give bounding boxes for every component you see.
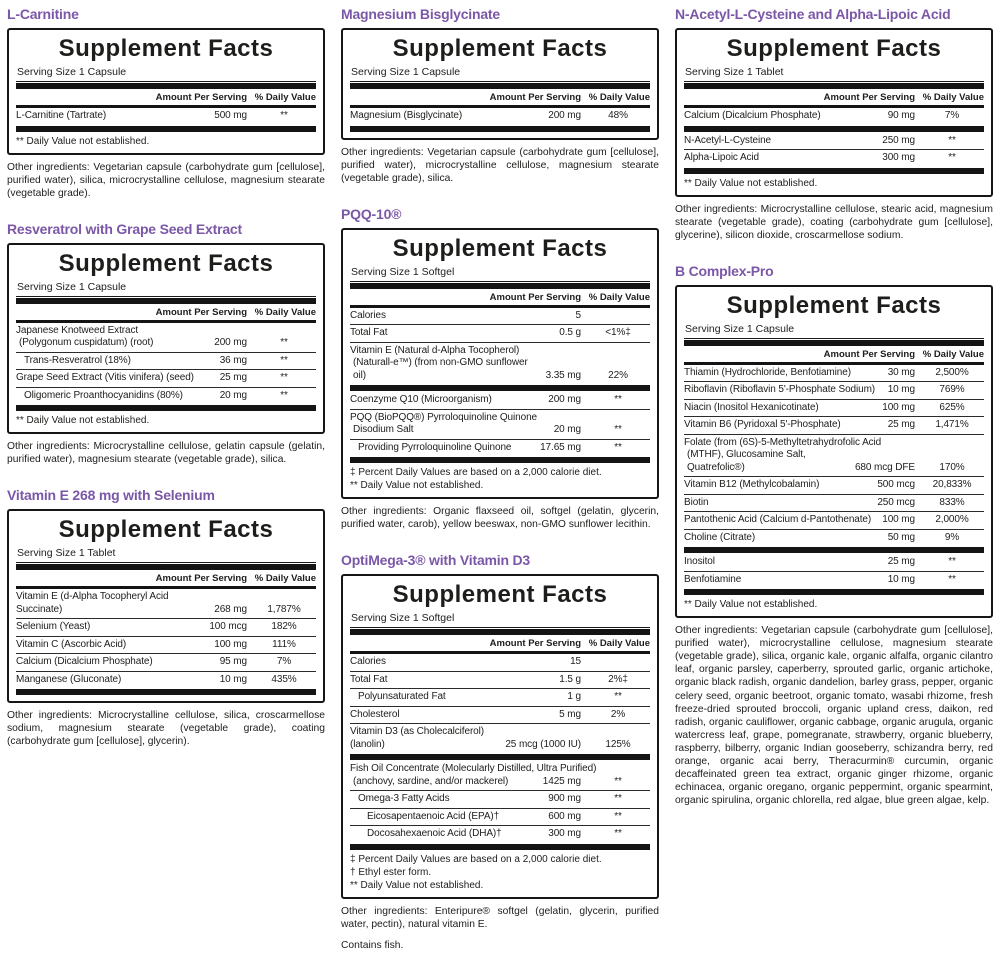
divider-thick bbox=[684, 547, 984, 553]
table-row bbox=[350, 342, 650, 385]
serving-size: Serving Size 1 Softgel bbox=[350, 612, 650, 628]
table-row bbox=[350, 706, 650, 724]
daily-value: ** bbox=[614, 775, 622, 787]
ingredient-name: Vitamin B12 (Methylcobalamin) bbox=[684, 479, 820, 491]
daily-value: ** bbox=[948, 573, 956, 585]
table-row bbox=[684, 476, 984, 494]
supplement-facts-heading: Supplement Facts bbox=[58, 35, 274, 62]
serving-size: Serving Size 1 Capsule bbox=[16, 66, 316, 82]
amount-value: 95 mg bbox=[219, 656, 247, 668]
serving-size: Serving Size 1 Capsule bbox=[16, 281, 316, 297]
divider-thick bbox=[350, 754, 650, 760]
ingredient-name: Total Fat bbox=[350, 673, 388, 685]
daily-value: 125% bbox=[605, 738, 631, 750]
ingredient-name: L-Carnitine (Tartrate) bbox=[16, 110, 107, 121]
panel-vitamin-e-selenium bbox=[7, 487, 325, 748]
ingredient-name-line2: (Naturall-e™) (from non-GMO sunflower oil) bbox=[353, 357, 528, 381]
amount-value: 5 bbox=[575, 309, 581, 321]
table-row bbox=[350, 308, 650, 325]
amount-value: 600 mg bbox=[548, 810, 581, 822]
table-row bbox=[16, 369, 316, 387]
panel-optimega-3 bbox=[341, 552, 659, 952]
ingredient-name-line2: (Polygonum cuspidatum) (root) bbox=[19, 337, 154, 349]
table-row bbox=[684, 511, 984, 529]
table-row bbox=[684, 571, 984, 589]
daily-value-header: % Daily Value bbox=[922, 348, 984, 360]
ingredient-name: Pantothenic Acid (Calcium d-Pantothenate) bbox=[684, 514, 872, 526]
other-ingredients: Other ingredients: Microcrystalline cellulose, gelatin capsule (gelatin, purified water), magnesium stearate (vegetable grade), silica. bbox=[7, 441, 325, 466]
footnote: ** Daily Value not established. bbox=[350, 879, 484, 891]
column-headers bbox=[350, 90, 650, 108]
daily-value: ** bbox=[280, 389, 288, 401]
ingredient-name-line2: Disodium Salt bbox=[353, 424, 414, 436]
panel-nac-ala bbox=[675, 6, 993, 242]
table-row bbox=[350, 790, 650, 808]
ingredient-name: Thiamin (Hydrochloride, Benfotiamine) bbox=[684, 366, 851, 378]
divider-thick bbox=[16, 405, 316, 411]
footnote: † Ethyl ester form. bbox=[350, 866, 432, 878]
daily-value: 170% bbox=[939, 461, 965, 473]
divider-thick bbox=[16, 83, 316, 89]
amount-value: 1.5 g bbox=[559, 673, 581, 685]
divider-thick bbox=[350, 629, 650, 635]
ingredient-name: Choline (Citrate) bbox=[684, 531, 756, 543]
supplement-facts-heading: Supplement Facts bbox=[392, 35, 608, 62]
column-headers bbox=[350, 290, 650, 308]
amount-value: 5 mg bbox=[559, 708, 581, 720]
divider-thick bbox=[684, 126, 984, 132]
divider-thick bbox=[350, 385, 650, 391]
amount-value: 100 mg bbox=[214, 638, 247, 650]
amount-header: Amount Per Serving bbox=[823, 92, 915, 103]
daily-value-header: % Daily Value bbox=[588, 638, 650, 650]
supplement-facts-box bbox=[675, 285, 993, 619]
ingredient-name: Fish Oil Concentrate (Molecularly Distilled, Ultra Purified) bbox=[350, 763, 597, 775]
ingredient-name: Vitamin D3 (as Cholecalciferol) (lanolin) bbox=[350, 726, 484, 750]
amount-value: 250 mcg bbox=[877, 496, 915, 508]
divider-thick bbox=[16, 126, 316, 132]
daily-value: 7% bbox=[276, 656, 292, 668]
amount-value: 0.5 g bbox=[559, 327, 581, 339]
daily-value: 1,787% bbox=[267, 603, 301, 615]
daily-value: 833% bbox=[939, 496, 965, 508]
ingredient-name-line2: (anchovy, sardine, and/or mackerel) bbox=[353, 775, 509, 787]
ingredient-name: Grape Seed Extract (Vitis vinifera) (seed) bbox=[16, 372, 194, 384]
table-row bbox=[350, 671, 650, 689]
column-headers bbox=[16, 90, 316, 108]
panel-pqq-10 bbox=[341, 206, 659, 532]
table-row bbox=[350, 108, 650, 125]
ingredient-name: Riboflavin (Riboflavin 5'-Phosphate Sodium) bbox=[684, 384, 876, 396]
amount-value: 500 mg bbox=[214, 110, 247, 121]
daily-value: ** bbox=[280, 372, 288, 384]
daily-value: 769% bbox=[939, 384, 965, 396]
amount-value: 900 mg bbox=[548, 793, 581, 805]
daily-value: ** bbox=[614, 810, 622, 822]
daily-value: ** bbox=[280, 337, 288, 349]
amount-value: 250 mg bbox=[882, 134, 915, 146]
amount-value: 25 mg bbox=[887, 419, 915, 431]
amount-value: 17.65 mg bbox=[540, 441, 581, 453]
supplement-facts-heading: Supplement Facts bbox=[392, 581, 608, 609]
amount-value: 36 mg bbox=[219, 354, 247, 366]
footnote: ‡ Percent Daily Values are based on a 2,000 calorie diet. bbox=[350, 853, 602, 865]
amount-value: 30 mg bbox=[887, 366, 915, 378]
amount-value: 200 mg bbox=[214, 337, 247, 349]
table-row bbox=[684, 554, 984, 571]
table-row bbox=[350, 654, 650, 671]
amount-value: 25 mg bbox=[219, 372, 247, 384]
supplement-facts-box bbox=[341, 574, 659, 899]
amount-header: Amount Per Serving bbox=[823, 348, 915, 360]
panel-b-complex-pro bbox=[675, 263, 993, 807]
ingredient-name: Calcium (Dicalcium Phosphate) bbox=[684, 110, 821, 121]
amount-value: 1 g bbox=[567, 691, 581, 703]
divider-thick bbox=[350, 457, 650, 463]
ingredient-name: Calcium (Dicalcium Phosphate) bbox=[16, 656, 153, 668]
divider-thick bbox=[684, 340, 984, 346]
divider-thick bbox=[350, 126, 650, 132]
footnotes bbox=[684, 175, 984, 190]
daily-value: ** bbox=[948, 152, 956, 163]
table-row bbox=[684, 434, 984, 477]
amount-value: 25 mg bbox=[887, 556, 915, 568]
amount-header: Amount Per Serving bbox=[489, 92, 581, 103]
daily-value: ** bbox=[614, 441, 622, 453]
amount-value: 100 mcg bbox=[209, 621, 247, 633]
column-headers bbox=[16, 305, 316, 323]
table-row bbox=[350, 825, 650, 843]
table-row bbox=[684, 494, 984, 512]
serving-size: Serving Size 1 Tablet bbox=[16, 547, 316, 563]
ingredient-name: Manganese (Gluconate) bbox=[16, 673, 122, 685]
ingredient-name: Selenium (Yeast) bbox=[16, 621, 91, 633]
amount-value: 300 mg bbox=[548, 828, 581, 840]
product-title: OptiMega-3® with Vitamin D3 bbox=[341, 552, 531, 569]
footnotes bbox=[684, 596, 984, 611]
amount-value: 680 mcg DFE bbox=[854, 461, 915, 473]
table-row bbox=[16, 352, 316, 370]
product-title: Magnesium Bisglycinate bbox=[341, 6, 500, 22]
ingredient-name: Oligomeric Proanthocyanidins (80%) bbox=[24, 389, 183, 401]
table-row bbox=[684, 381, 984, 399]
daily-value: ** bbox=[614, 828, 622, 840]
supplement-facts-heading: Supplement Facts bbox=[726, 291, 942, 319]
supplement-facts-box bbox=[675, 28, 993, 197]
daily-value: 22% bbox=[608, 369, 628, 381]
divider-thick bbox=[684, 168, 984, 174]
amount-header: Amount Per Serving bbox=[155, 92, 247, 103]
ingredient-name: Inositol bbox=[684, 556, 715, 568]
daily-value: ** bbox=[614, 424, 622, 436]
amount-value: 100 mg bbox=[882, 514, 915, 526]
table-row bbox=[16, 618, 316, 636]
daily-value-header: % Daily Value bbox=[254, 92, 316, 103]
product-title: L-Carnitine bbox=[7, 6, 79, 22]
amount-value: 3.35 mg bbox=[545, 369, 581, 381]
footnote: ** Daily Value not established. bbox=[684, 177, 818, 189]
table-row bbox=[684, 399, 984, 417]
table-row bbox=[350, 723, 650, 753]
amount-header: Amount Per Serving bbox=[155, 573, 247, 585]
other-ingredients: Other ingredients: Microcrystalline cellulose, stearic acid, magnesium stearate (vegetable grade), coating (carbohydrate gum [cellulose], glycerine), silicon dioxide, croscarmellose sodium. bbox=[675, 203, 993, 241]
amount-value: 90 mg bbox=[887, 110, 915, 121]
serving-size: Serving Size 1 Softgel bbox=[350, 266, 650, 282]
daily-value-header: % Daily Value bbox=[922, 92, 984, 103]
footnotes bbox=[350, 851, 650, 892]
column-headers bbox=[350, 636, 650, 654]
daily-value: 1,471% bbox=[935, 419, 969, 431]
footnotes bbox=[16, 412, 316, 427]
supplement-facts-box bbox=[7, 28, 325, 155]
footnote: ** Daily Value not established. bbox=[16, 135, 150, 147]
daily-value-header: % Daily Value bbox=[254, 573, 316, 585]
amount-value: 50 mg bbox=[887, 531, 915, 543]
daily-value-header: % Daily Value bbox=[588, 291, 650, 303]
ingredient-name: Trans-Resveratrol (18%) bbox=[24, 354, 131, 366]
daily-value: 2% bbox=[610, 708, 626, 720]
table-row bbox=[684, 108, 984, 125]
ingredient-name: Polyunsaturated Fat bbox=[358, 691, 446, 703]
supplement-facts-heading: Supplement Facts bbox=[392, 234, 608, 262]
table-row bbox=[684, 133, 984, 150]
daily-value: ** bbox=[948, 556, 956, 568]
footnotes bbox=[16, 133, 316, 148]
product-title: Vitamin E 268 mg with Selenium bbox=[7, 487, 215, 504]
table-row bbox=[350, 688, 650, 706]
supplement-facts-heading: Supplement Facts bbox=[726, 35, 942, 62]
table-row bbox=[350, 439, 650, 457]
column-middle bbox=[341, 6, 659, 973]
table-row bbox=[684, 416, 984, 434]
daily-value: 435% bbox=[271, 673, 297, 685]
supplement-facts-box bbox=[341, 228, 659, 500]
ingredient-name: Biotin bbox=[684, 496, 709, 508]
amount-header: Amount Per Serving bbox=[155, 306, 247, 318]
ingredient-name: Docosahexaenoic Acid (DHA)† bbox=[367, 828, 502, 840]
ingredient-name: N-Acetyl-L-Cysteine bbox=[684, 134, 772, 146]
table-row bbox=[684, 529, 984, 547]
contains-note: Contains fish. bbox=[341, 939, 404, 951]
divider-thick bbox=[16, 689, 316, 695]
ingredient-name: Eicosapentaenoic Acid (EPA)† bbox=[367, 810, 500, 822]
ingredient-name: Total Fat bbox=[350, 327, 388, 339]
table-row bbox=[684, 365, 984, 382]
amount-value: 20 mg bbox=[553, 424, 581, 436]
daily-value: 2,000% bbox=[935, 514, 969, 526]
panel-resveratrol bbox=[7, 221, 325, 467]
amount-value: 500 mcg bbox=[877, 479, 915, 491]
footnotes bbox=[350, 464, 650, 492]
ingredient-name: Coenzyme Q10 (Microorganism) bbox=[350, 394, 492, 406]
divider-thick bbox=[350, 83, 650, 89]
daily-value: ** bbox=[614, 691, 622, 703]
divider-thick bbox=[16, 564, 316, 570]
table-row bbox=[16, 671, 316, 689]
divider-thick bbox=[350, 844, 650, 850]
amount-value: 25 mcg (1000 IU) bbox=[505, 738, 581, 750]
supplement-facts-heading: Supplement Facts bbox=[58, 516, 274, 544]
daily-value: 625% bbox=[939, 401, 965, 413]
amount-value: 200 mg bbox=[548, 110, 581, 121]
daily-value: ** bbox=[948, 134, 956, 146]
divider-thick bbox=[350, 283, 650, 289]
amount-header: Amount Per Serving bbox=[489, 638, 581, 650]
other-ingredients: Other ingredients: Microcrystalline cellulose, silica, croscarmellose sodium, magnesium stearate (vegetable grade), coating (carbohydrate gum [cellulose], glycerin). bbox=[7, 710, 325, 748]
ingredient-name: Japanese Knotweed Extract bbox=[16, 324, 139, 336]
other-ingredients: Other ingredients: Vegetarian capsule (carbohydrate gum [cellulose], purified water), microcrystalline cellulose, magnesium stearate (vegetable grade), silica. bbox=[341, 146, 659, 184]
table-row bbox=[16, 387, 316, 405]
daily-value-header: % Daily Value bbox=[254, 306, 316, 318]
table-row bbox=[350, 409, 650, 439]
daily-value: 20,833% bbox=[932, 479, 972, 491]
amount-value: 268 mg bbox=[214, 603, 247, 615]
table-row bbox=[350, 761, 650, 790]
daily-value: 2,500% bbox=[935, 366, 969, 378]
other-ingredients: Other ingredients: Vegetarian capsule (carbohydrate gum [cellulose], purified water), microcrystalline cellulose, magnesium stearate (vegetable grade), silica, organic kale, organic alfalfa, organic cilantro leaf, organic parsley, caperberry, sprouted garlic, organic artichoke, organic black radish, organic dandelion, barley grass, pepper, organic celery seed, organic beetroot, organic tomato, wasabi rhizome, fresh freeze-dried sprouted broccoli, organic upland cress, daikon, red radish, organic cauliflower, organic cabbage, organic arugula, organic watercress leaf, grape, pomegranate, strawberry, organic blueberry, raspberry, bilberry, organic Indian gooseberry, schizandra berry, red orange, organic acai berry, Theracurmin® curcumin, organic decaffeinated green tea extract, organic ginger rhizome, organic echinacea, organic oregano, organic peppermint, organic spearmint, organic spirulina, organic chlorella, red algae, blue green algae, kelp. bbox=[675, 625, 993, 806]
table-row bbox=[350, 808, 650, 826]
column-headers bbox=[684, 90, 984, 108]
daily-value: 2%‡ bbox=[608, 673, 628, 685]
serving-size: Serving Size 1 Capsule bbox=[684, 323, 984, 339]
table-row bbox=[16, 323, 316, 352]
ingredient-name: Vitamin E (Natural d-Alpha Tocopherol) bbox=[350, 344, 520, 356]
amount-value: 10 mg bbox=[887, 384, 915, 396]
table-row bbox=[684, 149, 984, 167]
amount-value: 15 bbox=[570, 656, 581, 668]
ingredient-name: Alpha-Lipoic Acid bbox=[684, 152, 760, 163]
column-left bbox=[7, 6, 325, 973]
amount-value: 200 mg bbox=[548, 394, 581, 406]
column-headers bbox=[684, 347, 984, 365]
ingredient-name: Calories bbox=[350, 309, 386, 321]
ingredient-name: Benfotiamine bbox=[684, 573, 742, 585]
daily-value: ** bbox=[280, 354, 288, 366]
serving-size: Serving Size 1 Tablet bbox=[684, 66, 984, 82]
table-row bbox=[16, 589, 316, 618]
ingredient-name: Providing Pyrroloquinoline Quinone bbox=[358, 441, 512, 453]
footnote: ** Daily Value not established. bbox=[16, 415, 150, 427]
daily-value: ** bbox=[280, 110, 288, 121]
daily-value: 182% bbox=[271, 621, 297, 633]
ingredient-name: Cholesterol bbox=[350, 708, 400, 720]
ingredient-name: Vitamin E (d-Alpha Tocopheryl Acid Succinate) bbox=[16, 591, 169, 615]
table-row bbox=[350, 324, 650, 342]
supplement-facts-box bbox=[341, 28, 659, 140]
ingredient-name: Niacin (Inositol Hexanicotinate) bbox=[684, 401, 819, 413]
product-title: Resveratrol with Grape Seed Extract bbox=[7, 220, 242, 237]
daily-value: 7% bbox=[944, 110, 960, 121]
serving-size: Serving Size 1 Capsule bbox=[350, 66, 650, 82]
amount-value: 10 mg bbox=[219, 673, 247, 685]
ingredient-name: Calories bbox=[350, 656, 386, 668]
product-title: PQQ-10® bbox=[341, 205, 402, 222]
ingredient-name: Folate (from (6S)-5-Methyltetrahydrofolic Acid bbox=[684, 436, 882, 448]
ingredient-name: Magnesium (Bisglycinate) bbox=[350, 110, 463, 121]
daily-value-header: % Daily Value bbox=[588, 92, 650, 103]
daily-value: 111% bbox=[272, 638, 296, 650]
column-headers bbox=[16, 571, 316, 589]
amount-header: Amount Per Serving bbox=[489, 291, 581, 303]
panel-l-carnitine bbox=[7, 6, 325, 200]
footnote: ‡ Percent Daily Values are based on a 2,000 calorie diet. bbox=[350, 467, 602, 479]
table-row bbox=[16, 108, 316, 125]
product-title: B Complex-Pro bbox=[675, 262, 774, 279]
amount-value: 10 mg bbox=[887, 573, 915, 585]
column-right bbox=[675, 6, 993, 973]
ingredient-name: Vitamin C (Ascorbic Acid) bbox=[16, 638, 127, 650]
divider-thick bbox=[684, 589, 984, 595]
other-ingredients: Other ingredients: Enteripure® softgel (gelatin, glycerin, purified water, pectin), natural vitamin E. bbox=[341, 905, 659, 930]
table-row bbox=[16, 653, 316, 671]
supplement-facts-box bbox=[7, 243, 325, 435]
other-ingredients: Other ingredients: Vegetarian capsule (carbohydrate gum [cellulose], purified water), silica, microcrystalline cellulose, magnesium stearate (vegetable grade). bbox=[7, 161, 325, 199]
footnote: ** Daily Value not established. bbox=[350, 480, 484, 492]
supplement-facts-box bbox=[7, 509, 325, 703]
product-title: N-Acetyl-L-Cysteine and Alpha-Lipoic Acid bbox=[675, 6, 951, 22]
divider-thick bbox=[16, 298, 316, 304]
ingredient-name-line2: (MTHF), Glucosamine Salt, Quatrefolic®) bbox=[687, 449, 806, 473]
daily-value: ** bbox=[614, 793, 622, 805]
panel-magnesium-bisglycinate bbox=[341, 6, 659, 185]
amount-value: 1425 mg bbox=[542, 775, 581, 787]
daily-value: ** bbox=[614, 394, 622, 406]
daily-value: <1%‡ bbox=[605, 327, 631, 339]
ingredient-name: Omega-3 Fatty Acids bbox=[358, 793, 450, 805]
ingredient-name: Vitamin B6 (Pyridoxal 5'-Phosphate) bbox=[684, 419, 841, 431]
table-row bbox=[16, 636, 316, 654]
supplement-facts-heading: Supplement Facts bbox=[58, 249, 274, 277]
daily-value: 9% bbox=[944, 531, 960, 543]
amount-value: 20 mg bbox=[219, 389, 247, 401]
amount-value: 300 mg bbox=[882, 152, 915, 163]
daily-value: 48% bbox=[608, 110, 628, 121]
amount-value: 100 mg bbox=[882, 401, 915, 413]
footnote: ** Daily Value not established. bbox=[684, 599, 818, 611]
ingredient-name: PQQ (BioPQQ®) Pyrroloquinoline Quinone bbox=[350, 411, 537, 423]
other-ingredients: Other ingredients: Organic flaxseed oil, softgel (gelatin, glycerin, purified water, carob), yellow beeswax, non-GMO sunflower lecithin. bbox=[341, 506, 659, 531]
table-row bbox=[350, 392, 650, 409]
divider-thick bbox=[684, 83, 984, 89]
